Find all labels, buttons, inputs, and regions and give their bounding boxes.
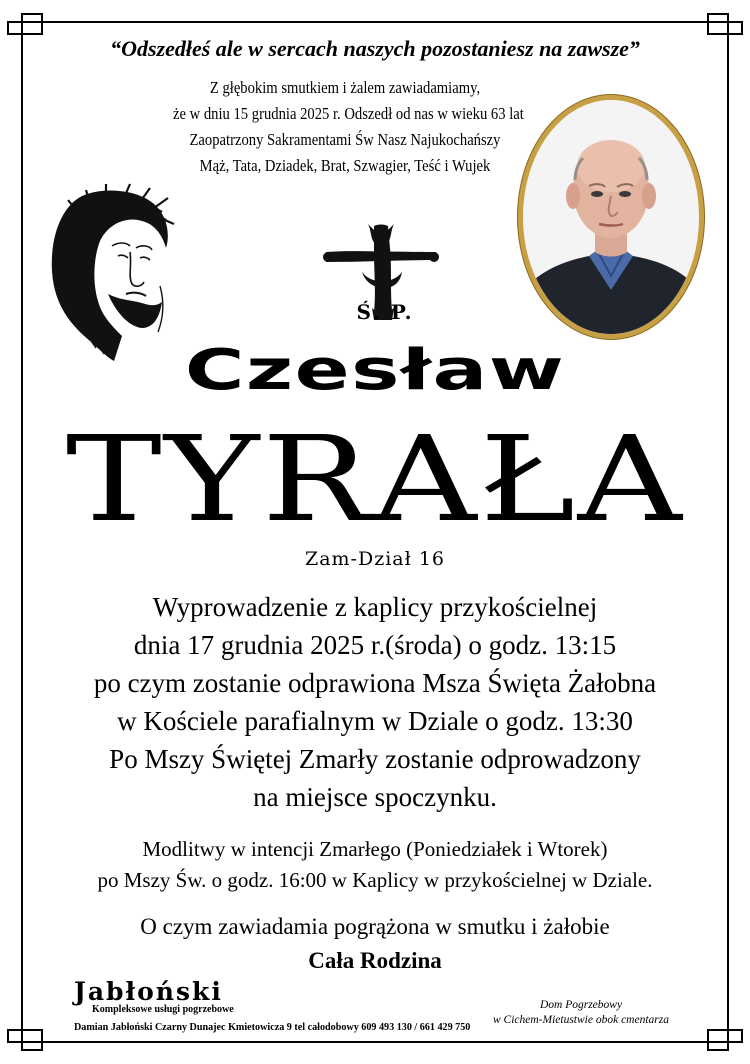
- family-signature: Cała Rodzina: [308, 948, 442, 973]
- christ-crown-of-thorns-icon: [42, 176, 182, 361]
- ceremony-line: dnia 17 grudnia 2025 r.(środa) o godz. 13:15: [133, 630, 617, 660]
- residence: Zam-Dział 16: [305, 548, 445, 570]
- funeral-home: [476, 998, 686, 1028]
- prayers-line: Modlitwy w intencji Zmarłego (Poniedziałek i Wtorek): [142, 837, 608, 861]
- cross-caption: Ś. P.: [356, 300, 414, 324]
- intro-line: Z głębokim smutkiem i żalem zawiadamiamy,: [209, 78, 481, 97]
- company-tagline: Kompleksowe usługi pogrzebowe: [92, 1004, 234, 1015]
- ceremony-line: Wyprowadzenie z kaplicy przykościelnej: [152, 592, 598, 622]
- funeral-home-title: Dom Pogrzebowy: [539, 999, 623, 1011]
- surname: TYRAŁA: [65, 410, 685, 548]
- deceased-photo: [518, 95, 704, 339]
- intro-line: Zaopatrzony Sakramentami Św Nasz Najukochańszy: [189, 130, 501, 149]
- funeral-company: [74, 977, 505, 1033]
- funeral-home-location: w Cichem-Mietustwie obok cmentarza: [493, 1014, 669, 1026]
- company-address: Damian Jabłoński Czarny Dunajec Kmietowicza 9 tel całodobowy 609 493 130 / 661 429 750: [74, 1021, 471, 1033]
- notice-line: O czym zawiadamia pogrążona w smutku i żałobie: [140, 914, 610, 939]
- family-notice: [0, 910, 750, 978]
- ceremony-line: w Kościele parafialnym w Dziale o godz. 13:30: [117, 706, 633, 736]
- motto-quote: “Odszedłeś ale w sercach naszych pozostaniesz na zawsze”: [110, 36, 640, 61]
- ceremony-line: po czym zostanie odprawiona Msza Święta Żałobna: [93, 668, 657, 698]
- first-name: Czesław: [184, 338, 566, 403]
- intro-line: Mąż, Tata, Dziadek, Brat, Szwagier, Teść i Wujek: [199, 156, 491, 175]
- ceremony-line: na miejsce spoczynku.: [253, 782, 497, 812]
- ceremony-line: Po Mszy Świętej Zmarły zostanie odprowadzony: [109, 744, 641, 774]
- prayers-info: [0, 834, 750, 896]
- intro-text: [173, 75, 524, 179]
- company-brand: Jabłoński: [74, 977, 223, 1006]
- ceremony-details: [0, 588, 750, 816]
- prayers-line: po Mszy Św. o godz. 16:00 w Kaplicy w przykościelnej w Dziale.: [97, 868, 653, 892]
- intro-line: że w dniu 15 grudnia 2025 r. Odszedł od nas w wieku 63 lat: [173, 104, 524, 123]
